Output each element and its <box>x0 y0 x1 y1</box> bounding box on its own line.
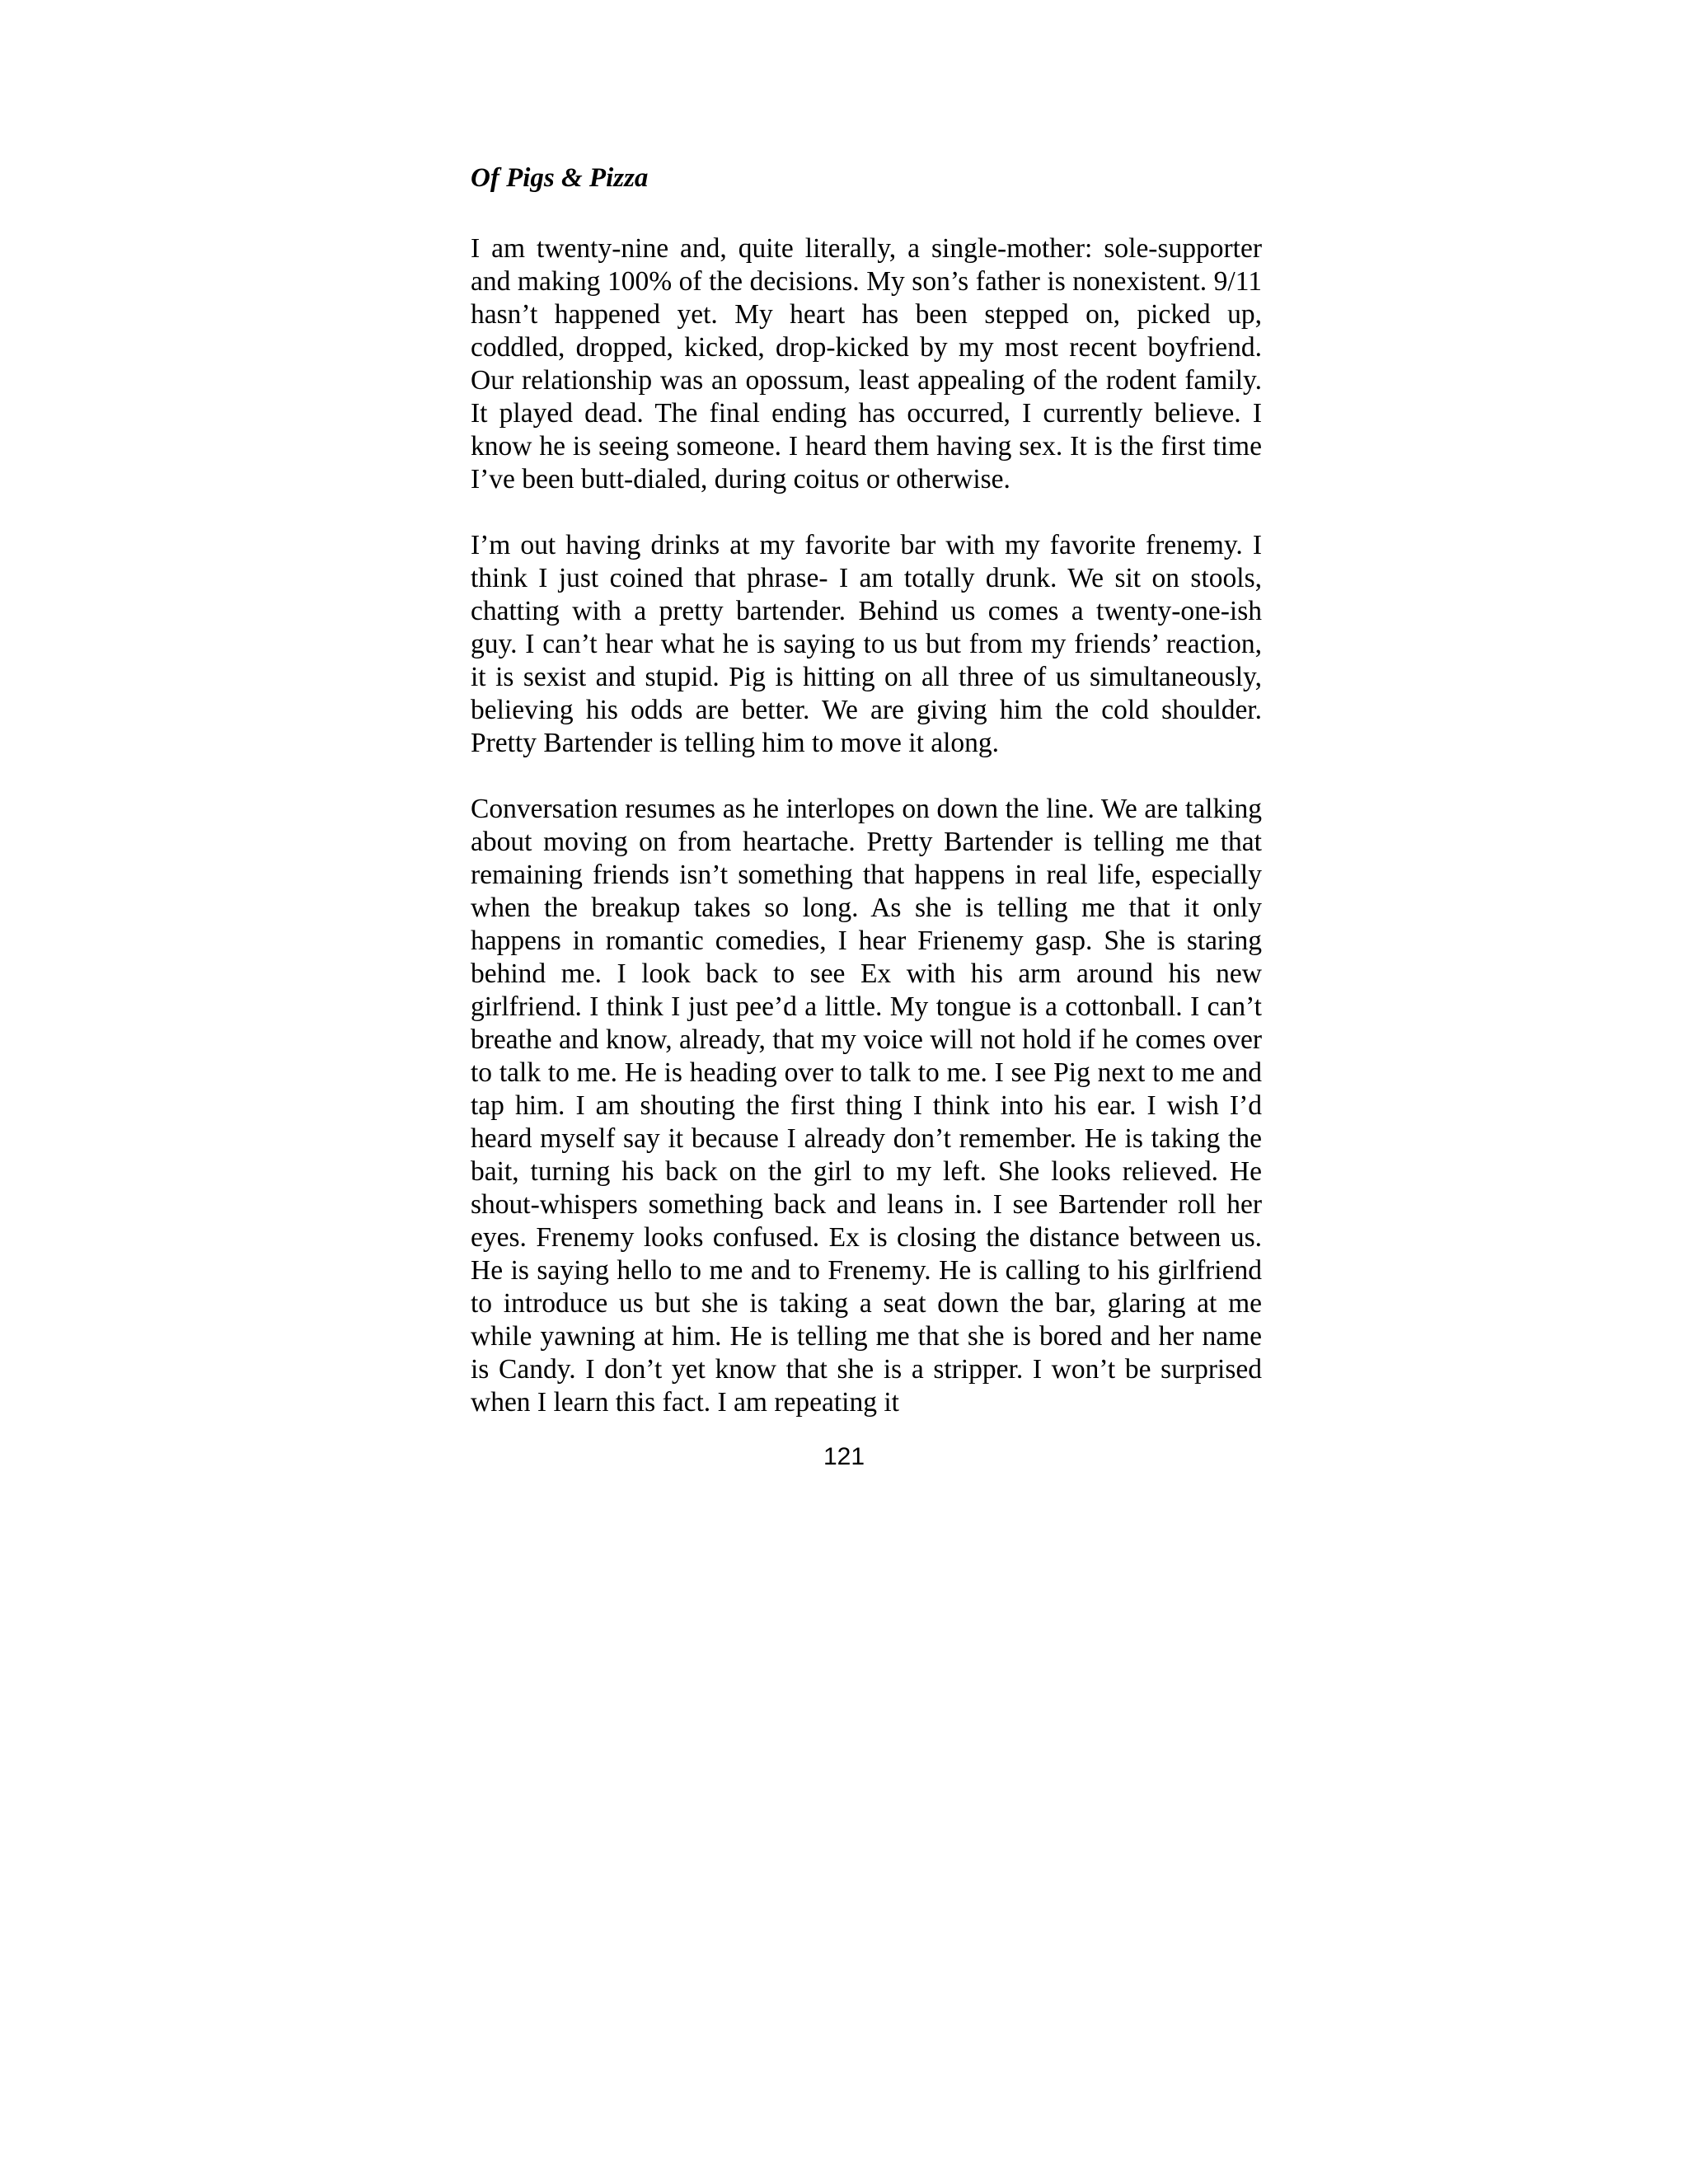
page-number: 121 <box>823 1443 865 1470</box>
text-block <box>471 162 1262 1452</box>
paragraph-1: I am twenty-nine and, quite literally, a single-mother: sole-supporter and making 100% of the decisions. My son’s father is nonexistent. 9/11 hasn’t happened yet. My heart has been stepped on, picked up, coddled, dropped, kicked, drop-kicked by my most recent boyfriend. Our relationship was an opossum, least appealing of the rodent family. It played dead. The final ending has occurred, I currently believe. I know he is seeing someone. I heard them having sex. It is the first time I’ve been butt-dialed, during coitus or otherwise. <box>471 233 1262 494</box>
chapter-title: Of Pigs & Pizza <box>471 163 649 193</box>
paragraph-2: I’m out having drinks at my favorite bar with my favorite frenemy. I think I just coined that phrase- I am totally drunk. We sit on stools, chatting with a pretty bartender. Behind us comes a twenty-one-ish guy. I can’t hear what he is saying to us but from my friends’ reaction, it is sexist and stupid. Pig is hitting on all three of us simultaneously, believing his odds are better. We are giving him the cold shoulder. Pretty Bartender is telling him to move it along. <box>471 530 1262 758</box>
paragraph-3: Conversation resumes as he interlopes on down the line. We are talking about moving on from heartache. Pretty Bartender is telling me that remaining friends isn’t something that happens in real life, especially when the breakup takes so long. As she is telling me that it only happens in romantic comedies, I hear Frienemy gasp. She is staring behind me. I look back to see Ex with his arm around his new girlfriend. I think I just pee’d a little. My tongue is a cottonball. I can’t breathe and know, already, that my voice will not hold if he comes over to talk to me. He is heading over to talk to me. I see Pig next to me and tap him. I am shouting the first thing I think into his ear. I wish I’d heard myself say it because I already don’t remember. He is taking the bait, turning his back on the girl to my left. She looks relieved. He shout-whispers something back and leans in. I see Bartender roll her eyes. Frenemy looks confused. Ex is closing the distance between us. He is saying hello to me and to Frenemy. He is calling to his girlfriend to introduce us but she is taking a seat down the bar, glaring at me while yawning at him. He is telling me that she is bored and her name is Candy. I don’t yet know that she is a stripper. I won’t be surprised when I learn this fact. I am repeating it <box>471 794 1262 1418</box>
